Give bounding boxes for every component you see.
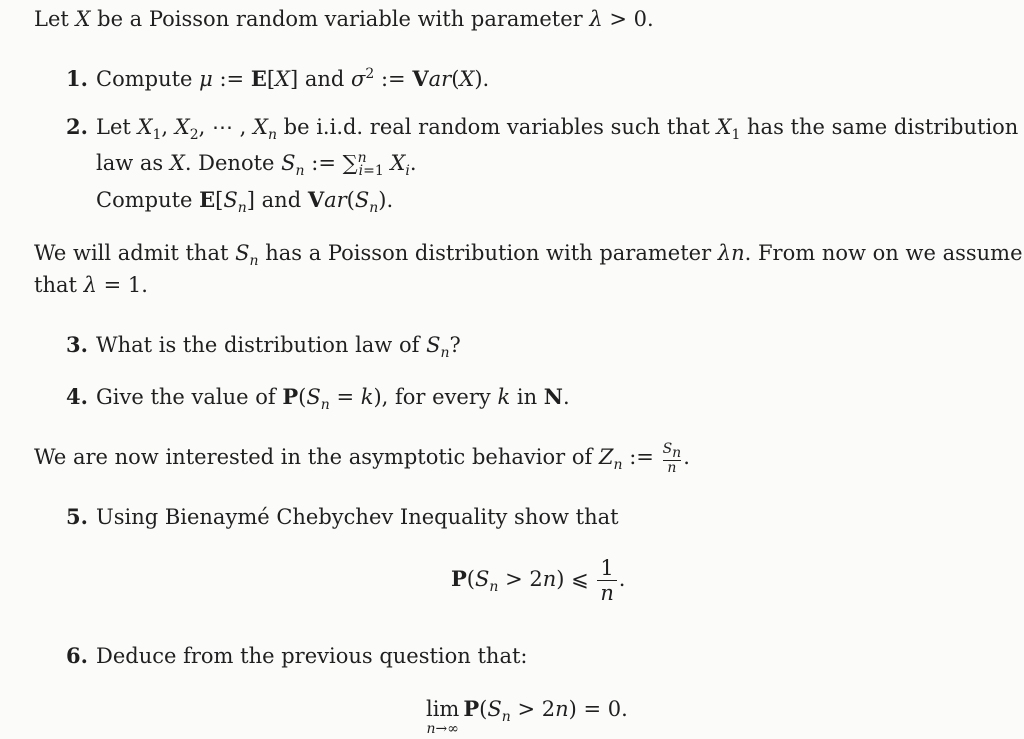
question-2-line-1: 2. Let $X_1$, $X_2$, ⋯ , $X_n$ be i.i.d. real random variables such that $X_1$ has the same distribution (66, 114, 1019, 144)
question-3: 3. What is the distribution law of $S_n$? (66, 332, 461, 362)
question-2-line-3: Compute $E[S_n]$ and $Var(S_n)$. (96, 187, 394, 217)
question-2-line-2: law as X. Denote $S_n$ := ∑$^n_{i=1}$ $X_i$. (96, 150, 417, 180)
intro-text: Let X be a Poisson random variable with parameter λ > 0. (34, 7, 654, 31)
admit-line-2: that λ = 1. (34, 273, 148, 297)
question-number: 4. (66, 384, 88, 409)
question-number: 1. (66, 66, 88, 91)
question-1: 1. Compute μ := E[X] and $\sigma^2$ := Var(X). (66, 66, 490, 91)
fraction-sn-over-n: $\frac{S_n}{n}$ (662, 441, 682, 476)
fraction-1-over-n: $\frac{1}{n}$ (597, 556, 616, 605)
question-6: 6. Deduce from the previous question that: (66, 643, 528, 668)
question-number: 6. (66, 643, 88, 668)
formula-q6: lim n→∞ $P(S_n > 2n) = 0$. (426, 696, 628, 737)
question-number: 2. (66, 114, 88, 139)
question-number: 5. (66, 504, 88, 529)
question-4: 4. Give the value of $P(S_n = k)$, for every k in N. (66, 384, 570, 414)
asymptotic-text: We are now interested in the asymptotic behavior of $Z_n$ := $\frac{S_n}{n}$ . (34, 441, 690, 476)
question-5: 5. Using Bienaymé Chebychev Inequality show that (66, 504, 619, 529)
formula-q5: $P(S_n > 2n)$ ⩽ $\frac{1}{n}$ . (451, 556, 626, 605)
admit-line-1: We will admit that $S_n$ has a Poisson distribution with parameter λn. From now on we assume (34, 241, 1023, 270)
question-number: 3. (66, 332, 88, 357)
limit-operator: lim n→∞ (426, 697, 460, 737)
